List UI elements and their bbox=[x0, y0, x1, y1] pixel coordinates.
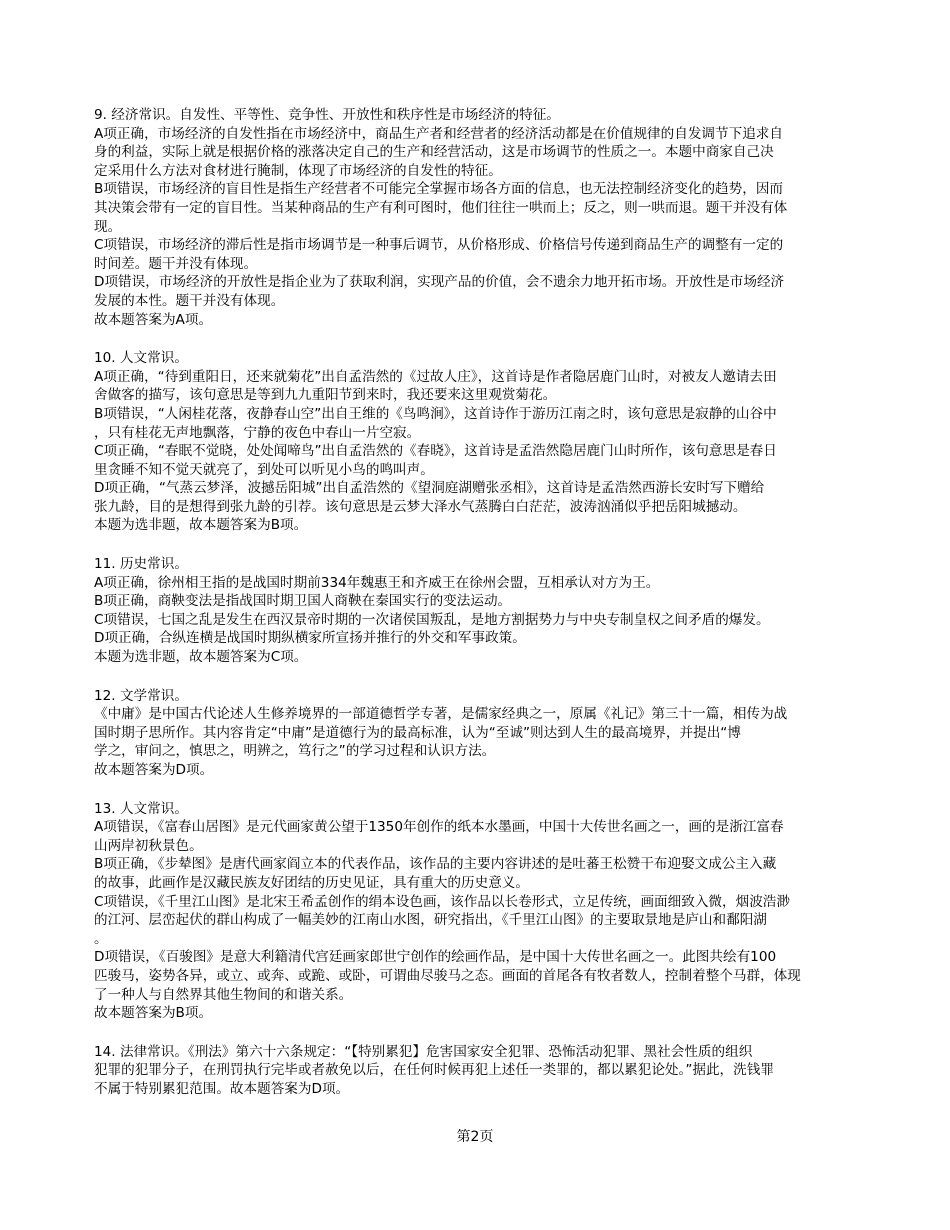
answer-section-10 bbox=[94, 349, 866, 535]
question-heading: 13. 人文常识。 bbox=[94, 800, 188, 817]
text-line: ，只有桂花无声地飘落，宁静的夜色中春山一片空寂。 bbox=[94, 424, 421, 441]
text-line: 张九龄，目的是想得到张九龄的引荐。该句意思是云梦大泽水气蒸腾白白茫茫，波涛汹涌似乎把岳阳城撼动。 bbox=[94, 498, 747, 515]
answer-line: 不属于特别累犯范围。故本题答案为D项。 bbox=[94, 1080, 350, 1097]
text-line: 其决策会带有一定的盲目性。当某种商品的生产有利可图时，他们往往一哄而上；反之，则一哄而退。题干并没有体 bbox=[94, 199, 788, 216]
text-line: 身的利益，实际上就是根据价格的涨落决定自己的生产和经营活动，这是市场调节的性质之一。本题中商家自己决 bbox=[94, 144, 774, 161]
text-line: C项错误，七国之乱是发生在西汉景帝时期的一次诸侯国叛乱，是地方割据势力与中央专制皇权之间矛盾的爆发。 bbox=[94, 611, 770, 628]
text-line: 山两岸初秋景色。 bbox=[94, 837, 203, 854]
text-line: B项错误，市场经济的盲目性是指生产经营者不可能完全掌握市场各方面的信息，也无法控制经济变化的趋势，因而 bbox=[94, 181, 784, 198]
text-line: A项正确，徐州相王指的是战国时期前334年魏惠王和齐威王在徐州会盟，互相承认对方为王。 bbox=[94, 574, 660, 591]
text-line: 国时期子思所作。其内容肯定“中庸”是道德行为的最高标准，认为“至诚”则达到人生的最高境界，并提出“博 bbox=[94, 724, 741, 741]
text-line: 了一种人与自然界其他生物间的和谐关系。 bbox=[94, 986, 353, 1003]
text-line: C项正确，“春眠不觉晓，处处闻啼鸟”出自孟浩然的《春晓》，这首诗是孟浩然隐居鹿门山时所作，该句意思是春日 bbox=[94, 443, 777, 460]
text-line: 学之，审问之，慎思之，明辨之，笃行之”的学习过程和认识方法。 bbox=[94, 743, 496, 760]
text-line: 定采用什么方法对食材进行腌制，体现了市场经济的自发性的特征。 bbox=[94, 162, 502, 179]
text-line: A项错误，《富春山居图》是元代画家黄公望于1350年创作的纸本水墨画，中国十大传世名画之一，画的是浙江富春 bbox=[94, 819, 784, 836]
text-line: 《中庸》是中国古代论述人生修养境界的一部道德哲学专著，是儒家经典之一，原属《礼记》第三十一篇，相传为战 bbox=[94, 706, 788, 723]
answer-section-11 bbox=[94, 555, 866, 667]
page-number: 第2页 bbox=[456, 1129, 494, 1145]
question-heading: 14. 法律常识。《刑法》第六十六条规定：“【特别累犯】危害国家安全犯罪、恐怖活动犯罪、黑社会性质的组织 bbox=[94, 1043, 753, 1060]
text-line: D项正确，“气蒸云梦泽，波撼岳阳城”出自孟浩然的《望洞庭湖赠张丞相》，这首诗是孟浩然西游长安时写下赠给 bbox=[94, 480, 765, 497]
text-line: 的江河、层峦起伏的群山构成了一幅美妙的江南山水图，研究指出，《千里江山图》的主要取景地是庐山和鄱阳湖 bbox=[94, 912, 767, 929]
text-line: D项正确，合纵连横是战国时期纵横家所宣扬并推行的外交和军事政策。 bbox=[94, 630, 526, 647]
answer-section-14 bbox=[94, 1043, 866, 1099]
text-line: 的故事，此画作是汉藏民族友好团结的历史见证，具有重大的历史意义。 bbox=[94, 874, 529, 891]
answer-line: 故本题答案为B项。 bbox=[94, 1005, 213, 1022]
text-line: B项正确，《步辇图》是唐代画家阎立本的代表作品，该作品的主要内容讲述的是吐蕃王松赞干布迎娶文成公主入藏 bbox=[94, 856, 777, 873]
answer-line: 故本题答案为A项。 bbox=[94, 311, 213, 328]
document-body bbox=[94, 106, 866, 1119]
text-line: 发展的本性。题干并没有体现。 bbox=[94, 292, 285, 309]
text-line: D项错误，《百骏图》是意大利籍清代宫廷画家郎世宁创作的绘画作品，是中国十大传世名画之一。此图共绘有100 bbox=[94, 949, 777, 966]
text-line: B项正确，商鞅变法是指战国时期卫国人商鞅在秦国实行的变法运动。 bbox=[94, 593, 512, 610]
answer-section-12 bbox=[94, 687, 866, 780]
text-line: 里贪睡不知不觉天就亮了，到处可以听见小鸟的鸣叫声。 bbox=[94, 461, 434, 478]
text-line: A项正确，“待到重阳日，还来就菊花”出自孟浩然的《过故人庄》，这首诗是作者隐居鹿门山时，对被友人邀请去田 bbox=[94, 368, 777, 385]
answer-line: 故本题答案为D项。 bbox=[94, 762, 214, 778]
answer-section-13 bbox=[94, 800, 866, 1023]
question-heading: 9. 经济常识。自发性、平等性、竞争性、开放性和秩序性是市场经济的特征。 bbox=[94, 107, 560, 123]
text-line: 时间差。题干并没有体现。 bbox=[94, 255, 258, 272]
answer-line: 本题为选非题，故本题答案为C项。 bbox=[94, 649, 308, 666]
text-line: C项错误，《千里江山图》是北宋王希孟创作的绢本设色画，该作品以长卷形式，立足传统，画面细致入微，烟波浩渺 bbox=[94, 893, 790, 910]
answer-line: 本题为选非题，故本题答案为B项。 bbox=[94, 517, 308, 534]
text-line: C项错误，市场经济的滞后性是指市场调节是一种事后调节，从价格形成、价格信号传递到商品生产的调整有一定的 bbox=[94, 237, 784, 254]
text-line: 现。 bbox=[94, 218, 122, 235]
text-line: D项错误，市场经济的开放性是指企业为了获取利润，实现产品的价值，会不遗余力地开拓市场。开放性是市场经济 bbox=[94, 274, 785, 291]
text-line: B项错误，“人闲桂花落，夜静春山空”出自王维的《鸟鸣涧》，这首诗作于游历江南之时，该句意思是寂静的山谷中 bbox=[94, 405, 777, 422]
question-heading: 12. 文学常识。 bbox=[94, 687, 188, 704]
question-heading: 10. 人文常识。 bbox=[94, 350, 188, 367]
text-line: 匹骏马，姿势各异，或立、或奔、或跪、或卧，可谓曲尽骏马之态。画面的首尾各有牧者数人，控制着整个马群，体现 bbox=[94, 967, 801, 984]
text-line: 。 bbox=[94, 930, 108, 947]
question-heading: 11. 历史常识。 bbox=[94, 556, 188, 573]
text-line: A项正确，市场经济的自发性指在市场经济中，商品生产者和经营者的经济活动都是在价值规律的自发调节下追求自 bbox=[94, 125, 783, 142]
answer-section-9 bbox=[94, 106, 866, 329]
text-line: 舍做客的描写，该句意思是等到九九重阳节到来时，我还要来这里观赏菊花。 bbox=[94, 387, 557, 404]
text-line: 犯罪的犯罪分子，在刑罚执行完毕或者赦免以后，在任何时候再犯上述任一类罪的，都以累犯论处。”据此，洗钱罪 bbox=[94, 1062, 774, 1079]
